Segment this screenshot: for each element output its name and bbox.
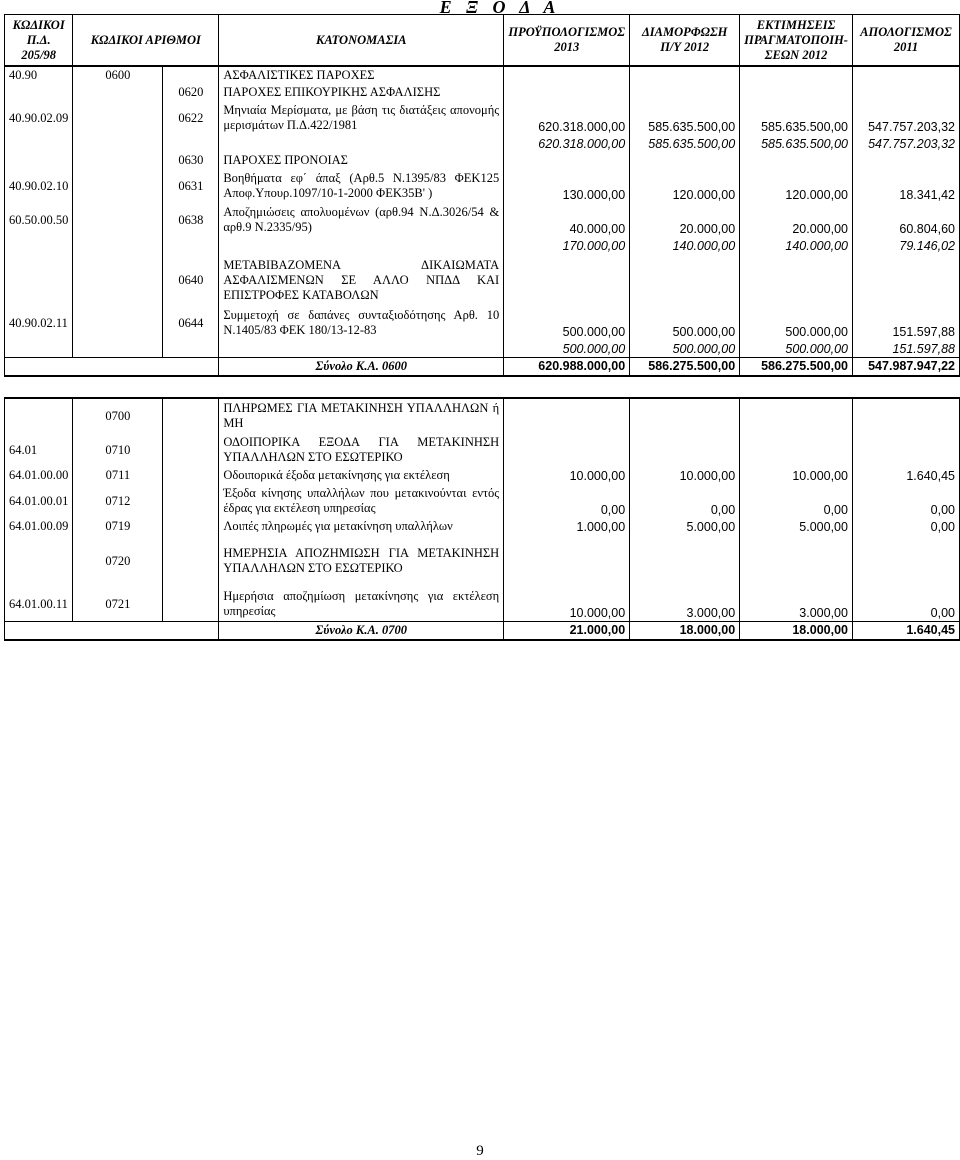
value-formation-2012: [630, 66, 740, 84]
header-code-num: ΚΩΔΙΚΟΙ ΑΡΙΘΜΟΙ: [73, 15, 219, 67]
code-num-2: [163, 135, 219, 152]
value-account-2011: 0,00: [852, 484, 959, 518]
code-num-1: [73, 135, 163, 152]
code-pd: 64.01.00.11: [5, 587, 73, 622]
code-num-2: 0630: [163, 152, 219, 169]
code-pd: 64.01: [5, 433, 73, 467]
code-num-2: [163, 340, 219, 358]
value-estimate-2012: [740, 433, 853, 467]
value-account-2011: [852, 152, 959, 169]
code-pd: [5, 237, 73, 254]
value-budget-2013: [504, 66, 630, 84]
code-pd: 40.90: [5, 66, 73, 84]
value-estimate-2012: [740, 152, 853, 169]
total-value: 18.000,00: [630, 622, 740, 641]
section-title: Ε Ξ Ο Δ Α: [439, 0, 561, 17]
value-budget-2013: [504, 433, 630, 467]
item-name: [219, 135, 504, 152]
table-row: [5, 535, 960, 587]
code-pd: 64.01.00.00: [5, 467, 73, 484]
item-name: ΠΑΡΟΧΕΣ ΠΡΟΝΟΙΑΣ: [219, 152, 504, 169]
total-value: 586.275.500,00: [630, 358, 740, 377]
table-row: [5, 484, 960, 518]
header-name: ΚΑΤΟΝΟΜΑΣΙΑ: [219, 15, 504, 67]
code-pd: [5, 84, 73, 101]
value-estimate-2012: 500.000,00: [740, 340, 853, 358]
code-num-2: 0620: [163, 84, 219, 101]
header-formation: ΔΙΑΜΟΡΦΩΣΗ Π/Υ 2012: [630, 15, 740, 67]
value-budget-2013: 1.000,00: [504, 518, 630, 535]
table-row: [5, 237, 960, 254]
value-account-2011: [852, 433, 959, 467]
total-value: 586.275.500,00: [740, 358, 853, 377]
value-formation-2012: 500.000,00: [630, 340, 740, 358]
item-name: Αποζημιώσεις απολυομένων (αρθ.94 Ν.Δ.3026/54 & αρθ.9 Ν.2335/95): [219, 203, 504, 237]
table-row: [5, 340, 960, 358]
code-num-1: [73, 152, 163, 169]
total-row: [5, 358, 960, 377]
code-num-1: [73, 169, 163, 203]
code-pd: [5, 152, 73, 169]
value-formation-2012: [630, 254, 740, 306]
value-budget-2013: [504, 254, 630, 306]
value-estimate-2012: [740, 66, 853, 84]
value-budget-2013: 620.318.000,00: [504, 135, 630, 152]
budget-table: [4, 14, 960, 641]
value-formation-2012: 585.635.500,00: [630, 135, 740, 152]
code-num-1: 0719: [73, 518, 163, 535]
header-estimate: ΕΚΤΙΜΗΣΕΙΣ ΠΡΑΓΜΑΤΟΠΟΙΗ-ΣΕΩΝ 2012: [740, 15, 853, 67]
value-estimate-2012: 3.000,00: [740, 587, 853, 622]
value-budget-2013: 500.000,00: [504, 340, 630, 358]
value-estimate-2012: 585.635.500,00: [740, 135, 853, 152]
value-estimate-2012: 0,00: [740, 484, 853, 518]
item-name: ΠΛΗΡΩΜΕΣ ΓΙΑ ΜΕΤΑΚΙΝΗΣΗ ΥΠΑΛΛΗΛΩΝ ή ΜΗ: [219, 398, 504, 433]
code-num-2: [163, 433, 219, 467]
gap-cell: [5, 376, 960, 398]
code-num-1: [73, 237, 163, 254]
code-num-2: [163, 518, 219, 535]
value-formation-2012: 20.000,00: [630, 203, 740, 237]
code-pd: 40.90.02.11: [5, 306, 73, 340]
code-num-1: 0712: [73, 484, 163, 518]
value-account-2011: 79.146,02: [852, 237, 959, 254]
item-name: Οδοιπορικά έξοδα μετακίνησης για εκτέλεση: [219, 467, 504, 484]
value-budget-2013: 10.000,00: [504, 467, 630, 484]
value-budget-2013: 500.000,00: [504, 306, 630, 340]
code-pd: 60.50.00.50: [5, 203, 73, 237]
value-estimate-2012: 10.000,00: [740, 467, 853, 484]
value-formation-2012: 120.000,00: [630, 169, 740, 203]
value-formation-2012: 5.000,00: [630, 518, 740, 535]
total-spacer: [5, 358, 219, 377]
value-account-2011: 0,00: [852, 518, 959, 535]
code-num-1: [73, 254, 163, 306]
value-account-2011: [852, 398, 959, 433]
code-pd: 40.90.02.10: [5, 169, 73, 203]
item-name: Έξοδα κίνησης υπαλλήλων που μετακινούνται εντός έδρας για εκτέλεση υπηρεσίας: [219, 484, 504, 518]
value-formation-2012: 3.000,00: [630, 587, 740, 622]
value-account-2011: [852, 254, 959, 306]
code-num-2: [163, 66, 219, 84]
table-row: [5, 203, 960, 237]
total-row: [5, 622, 960, 641]
code-num-1: [73, 306, 163, 340]
value-account-2011: 18.341,42: [852, 169, 959, 203]
value-estimate-2012: [740, 535, 853, 587]
item-name: Βοηθήματα εφ΄ άπαξ (Αρθ.5 Ν.1395/83 ΦΕΚ125 Αποφ.Υπουρ.1097/10-1-2000 ΦΕΚ35Β' ): [219, 169, 504, 203]
total-value: 18.000,00: [740, 622, 853, 641]
code-num-2: 0640: [163, 254, 219, 306]
table-row: [5, 587, 960, 622]
value-budget-2013: [504, 535, 630, 587]
value-budget-2013: 0,00: [504, 484, 630, 518]
code-num-2: [163, 237, 219, 254]
item-name: [219, 237, 504, 254]
code-num-2: 0638: [163, 203, 219, 237]
value-estimate-2012: 585.635.500,00: [740, 101, 853, 135]
value-account-2011: 547.757.203,32: [852, 101, 959, 135]
code-num-1: [73, 340, 163, 358]
value-formation-2012: [630, 152, 740, 169]
header-account: ΑΠΟΛΟΓΙΣΜΟΣ 2011: [852, 15, 959, 67]
total-value: 1.640,45: [852, 622, 959, 641]
value-estimate-2012: 20.000,00: [740, 203, 853, 237]
value-budget-2013: 170.000,00: [504, 237, 630, 254]
value-budget-2013: 130.000,00: [504, 169, 630, 203]
code-num-2: 0622: [163, 101, 219, 135]
code-num-2: [163, 587, 219, 622]
value-formation-2012: 0,00: [630, 484, 740, 518]
item-name: ΜΕΤΑΒΙΒΑΖΟΜΕΝΑ ΔΙΚΑΙΩΜΑΤΑ ΑΣΦΑΛΙΣΜΕΝΩΝ ΣΕ ΑΛΛΟ ΝΠΔΔ ΚΑΙ ΕΠΙΣΤΡΟΦΕΣ ΚΑΤΑΒΟΛΩΝ: [219, 254, 504, 306]
value-estimate-2012: 5.000,00: [740, 518, 853, 535]
code-pd: [5, 135, 73, 152]
item-name: Μηνιαία Μερίσματα, με βάση τις διατάξεις απονομής μερισμάτων Π.Δ.422/1981: [219, 101, 504, 135]
item-name: ΑΣΦΑΛΙΣΤΙΚΕΣ ΠΑΡΟΧΕΣ: [219, 66, 504, 84]
table-row: [5, 518, 960, 535]
table-row: [5, 398, 960, 433]
table-row: [5, 467, 960, 484]
item-name: Συμμετοχή σε δαπάνες συνταξιοδότησης Αρθ. 10 Ν.1405/83 ΦΕΚ 180/13-12-83: [219, 306, 504, 340]
value-budget-2013: [504, 84, 630, 101]
code-num-1: 0710: [73, 433, 163, 467]
code-num-1: 0700: [73, 398, 163, 433]
table-row: [5, 433, 960, 467]
value-budget-2013: [504, 152, 630, 169]
code-pd: 64.01.00.09: [5, 518, 73, 535]
value-formation-2012: [630, 398, 740, 433]
item-name: ΗΜΕΡΗΣΙΑ ΑΠΟΖΗΜΙΩΣΗ ΓΙΑ ΜΕΤΑΚΙΝΗΣΗ ΥΠΑΛΛΗΛΩΝ ΣΤΟ ΕΣΩΤΕΡΙΚΟ: [219, 535, 504, 587]
section-gap: [5, 376, 960, 398]
value-account-2011: 151.597,88: [852, 340, 959, 358]
value-formation-2012: 500.000,00: [630, 306, 740, 340]
code-num-1: 0721: [73, 587, 163, 622]
value-account-2011: 547.757.203,32: [852, 135, 959, 152]
item-name: [219, 340, 504, 358]
total-value: 620.988.000,00: [504, 358, 630, 377]
code-num-2: 0644: [163, 306, 219, 340]
code-pd: [5, 398, 73, 433]
value-formation-2012: 585.635.500,00: [630, 101, 740, 135]
table-row: [5, 169, 960, 203]
code-num-2: 0631: [163, 169, 219, 203]
value-estimate-2012: 140.000,00: [740, 237, 853, 254]
code-num-1: 0600: [73, 66, 163, 84]
total-value: 547.987.947,22: [852, 358, 959, 377]
value-account-2011: 0,00: [852, 587, 959, 622]
code-num-1: [73, 203, 163, 237]
table-row: [5, 84, 960, 101]
value-budget-2013: 620.318.000,00: [504, 101, 630, 135]
table-row: [5, 101, 960, 135]
item-name: Ημερήσια αποζημίωση μετακίνησης για εκτέλεση υπηρεσίας: [219, 587, 504, 622]
value-estimate-2012: [740, 254, 853, 306]
header-budget: ΠΡΟΫΠΟΛΟΓΙΣΜΟΣ 2013: [504, 15, 630, 67]
value-formation-2012: 10.000,00: [630, 467, 740, 484]
code-num-2: [163, 484, 219, 518]
value-formation-2012: [630, 535, 740, 587]
code-pd: [5, 254, 73, 306]
value-budget-2013: 10.000,00: [504, 587, 630, 622]
code-pd: [5, 535, 73, 587]
table-row: [5, 66, 960, 84]
value-estimate-2012: [740, 84, 853, 101]
code-num-1: [73, 101, 163, 135]
code-num-1: [73, 84, 163, 101]
total-spacer: [5, 622, 219, 641]
code-num-2: [163, 535, 219, 587]
table-row: [5, 135, 960, 152]
value-account-2011: [852, 66, 959, 84]
value-account-2011: 1.640,45: [852, 467, 959, 484]
value-estimate-2012: 500.000,00: [740, 306, 853, 340]
value-account-2011: [852, 84, 959, 101]
value-budget-2013: 40.000,00: [504, 203, 630, 237]
total-label: Σύνολο Κ.Α. 0600: [219, 358, 504, 377]
value-estimate-2012: [740, 398, 853, 433]
value-account-2011: 60.804,60: [852, 203, 959, 237]
table-row: [5, 306, 960, 340]
value-formation-2012: 140.000,00: [630, 237, 740, 254]
page-number: 9: [476, 1143, 484, 1159]
code-pd: 64.01.00.01: [5, 484, 73, 518]
value-account-2011: 151.597,88: [852, 306, 959, 340]
value-account-2011: [852, 535, 959, 587]
code-num-2: [163, 398, 219, 433]
item-name: ΠΑΡΟΧΕΣ ΕΠΙΚΟΥΡΙΚΗΣ ΑΣΦΑΛΙΣΗΣ: [219, 84, 504, 101]
table-row: [5, 152, 960, 169]
item-name: ΟΔΟΙΠΟΡΙΚΑ ΕΞΟΔΑ ΓΙΑ ΜΕΤΑΚΙΝΗΣΗ ΥΠΑΛΛΗΛΩΝ ΣΤΟ ΕΣΩΤΕΡΙΚΟ: [219, 433, 504, 467]
code-num-1: 0711: [73, 467, 163, 484]
table-row: [5, 254, 960, 306]
value-formation-2012: [630, 84, 740, 101]
code-num-2: [163, 467, 219, 484]
header-code-pd: ΚΩΔΙΚΟΙ Π.Δ. 205/98: [5, 15, 73, 67]
value-estimate-2012: 120.000,00: [740, 169, 853, 203]
code-pd: [5, 340, 73, 358]
value-formation-2012: [630, 433, 740, 467]
code-pd: 40.90.02.09: [5, 101, 73, 135]
code-num-1: 0720: [73, 535, 163, 587]
item-name: Λοιπές πληρωμές για μετακίνηση υπαλλήλων: [219, 518, 504, 535]
value-budget-2013: [504, 398, 630, 433]
total-label: Σύνολο Κ.Α. 0700: [219, 622, 504, 641]
total-value: 21.000,00: [504, 622, 630, 641]
header-row: [5, 15, 960, 67]
